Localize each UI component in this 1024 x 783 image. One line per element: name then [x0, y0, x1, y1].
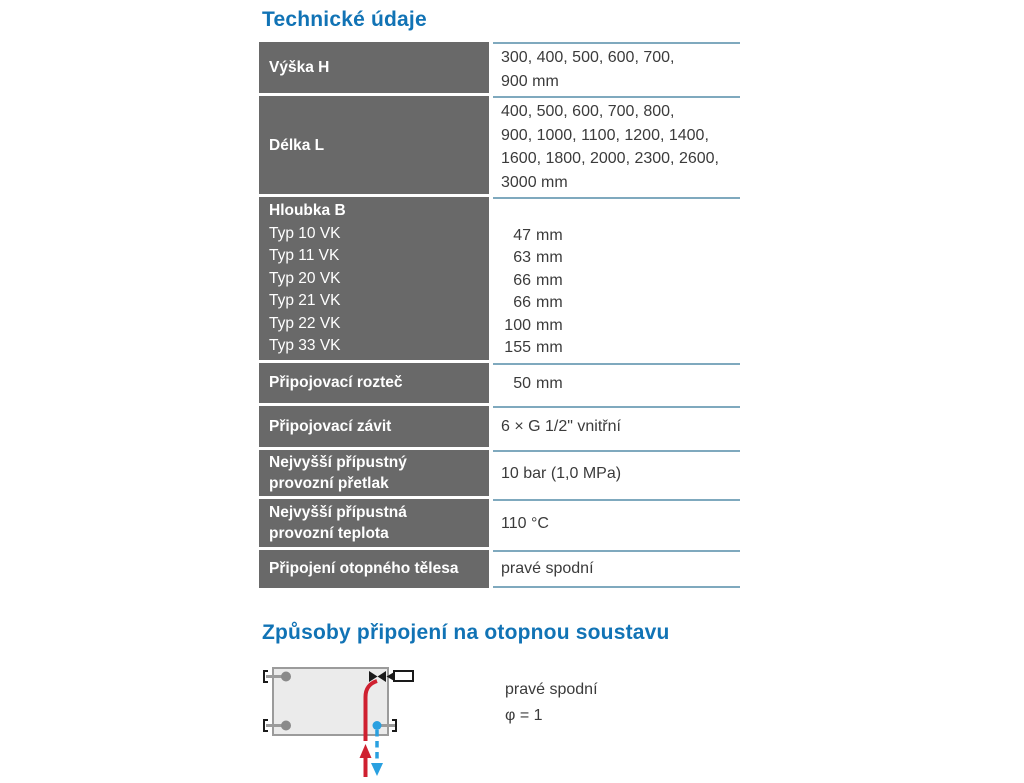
table-row-pripojeni — [259, 550, 740, 588]
row-value: pravé spodní — [493, 550, 740, 588]
row-label: Připojení otopného tělesa — [259, 550, 489, 588]
table-row-zavit — [259, 406, 740, 447]
return-arrow-down-icon — [371, 763, 383, 776]
row-value: 10 bar (1,0 MPa) — [493, 450, 740, 496]
table-row-pretlak — [259, 450, 740, 496]
table-row-vyska — [259, 42, 740, 93]
row-value: 47 mm 63 mm 66 mm 66 mm 100 mm 155 mm — [493, 197, 740, 360]
row-label: Připojovací rozteč — [259, 363, 489, 403]
radiator-connection-diagram — [259, 661, 421, 783]
row-label: Výška H — [259, 42, 489, 93]
connection-type-label: pravé spodní — [505, 680, 598, 698]
blanking-plug-bottom-left-icon — [281, 720, 291, 730]
row-label: Nejvyšší přípustný provozní přetlak — [259, 450, 489, 496]
row-value: 300, 400, 500, 600, 700, 900 mm — [493, 42, 740, 93]
row-label: Délka L — [259, 96, 489, 194]
row-value: 400, 500, 600, 700, 800, 900, 1000, 1100, 1200, 1400, 1600, 1800, 2000, 2300, 2600, 3000 mm — [493, 96, 740, 194]
table-row-hloubka — [259, 197, 740, 360]
page-content — [259, 0, 745, 783]
technical-data-table — [259, 42, 740, 588]
row-value: 110 °C — [493, 499, 740, 547]
row-value: 50 mm — [493, 363, 740, 403]
connection-caption — [505, 677, 598, 729]
spacer — [501, 202, 740, 225]
table-row-delka — [259, 96, 740, 194]
page-title: Technické údaje — [262, 8, 427, 31]
thermostatic-head-icon — [394, 671, 413, 681]
blanking-plug-top-left-icon — [281, 671, 291, 681]
row-value: 6 × G 1/2" vnitřní — [493, 406, 740, 447]
return-connection-dot — [373, 721, 382, 730]
row-label: Připojovací závit — [259, 406, 489, 447]
connection-phi-value: φ = 1 — [505, 706, 543, 724]
table-row-roztec — [259, 363, 740, 403]
table-row-teplota — [259, 499, 740, 547]
row-label: Nejvyšší přípustná provozní teplota — [259, 499, 489, 547]
connection-diagram-area — [259, 661, 745, 783]
row-label: Hloubka B Typ 10 VK Typ 11 VK Typ 20 VK Typ 21 VK Typ 22 VK Typ 33 VK — [259, 197, 489, 360]
supply-arrow-up-icon — [360, 744, 372, 758]
section-title-connections: Způsoby připojení na otopnou soustavu — [262, 620, 670, 644]
